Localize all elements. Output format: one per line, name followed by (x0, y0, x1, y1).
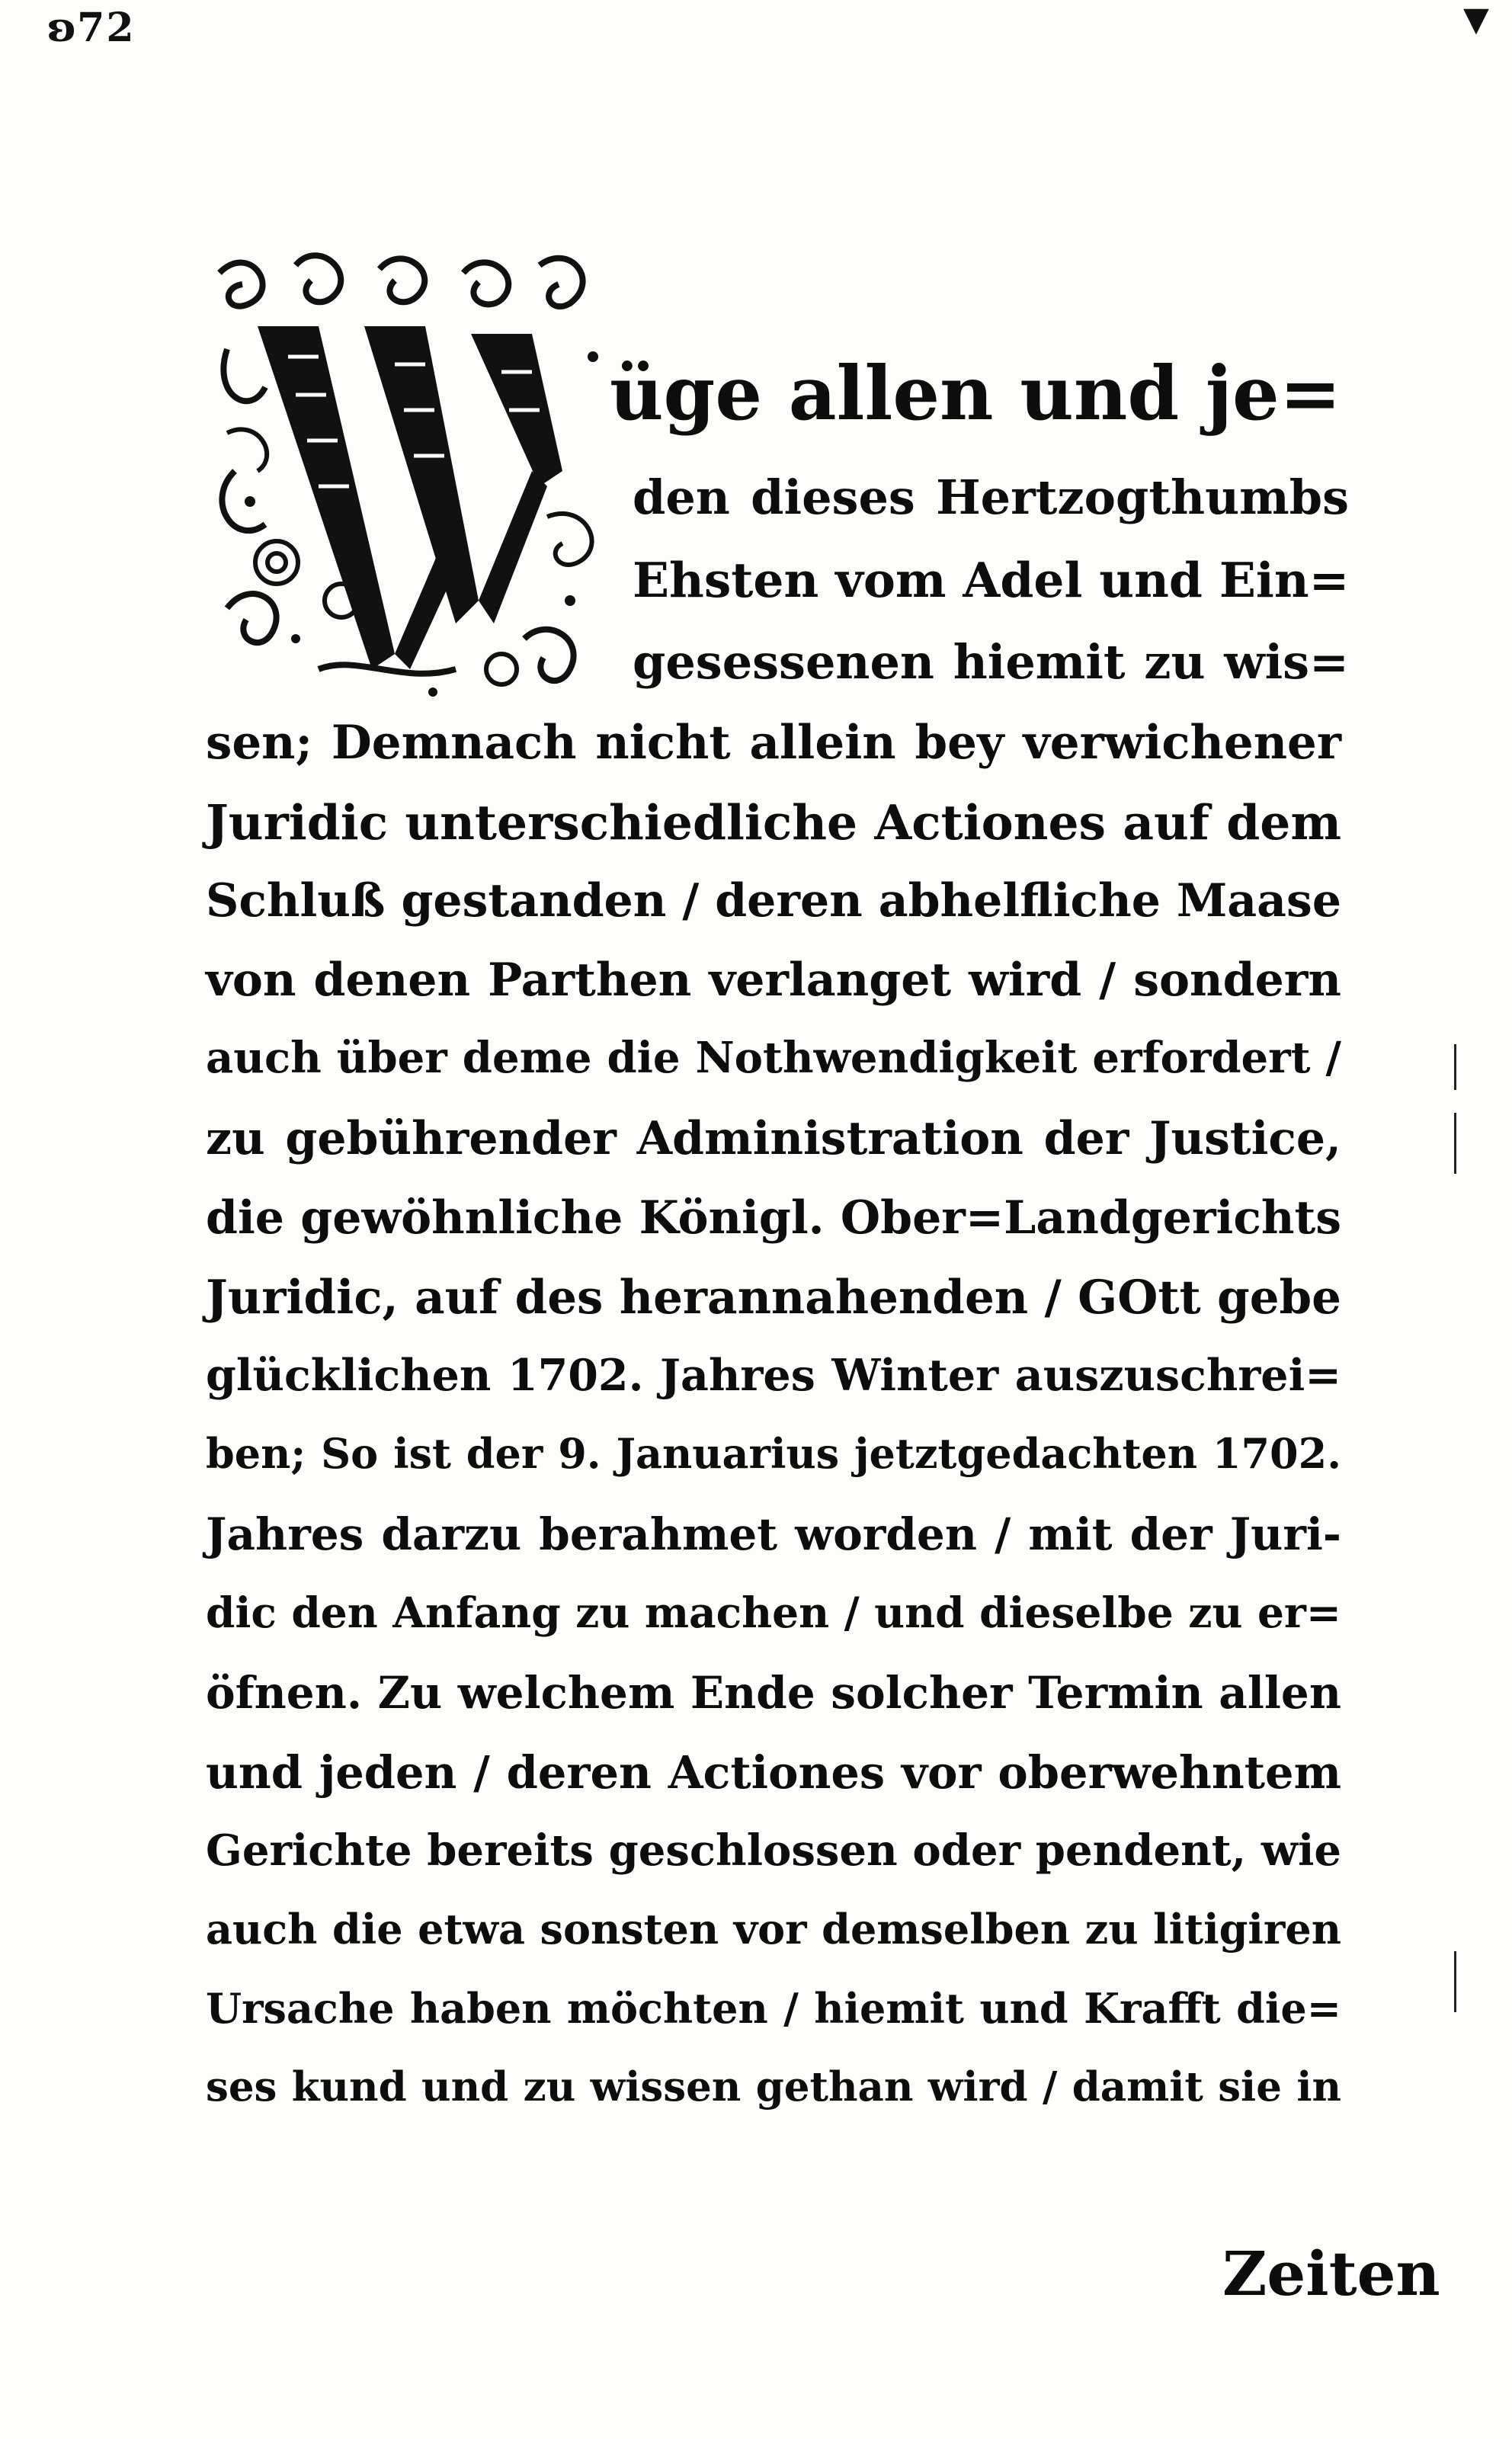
text-line-13: glücklichen 1702. Jahres Winter auszuschrei= (206, 1350, 1341, 1401)
text-line-6: Juridic unterschiedliche Actiones auf dem (206, 794, 1341, 851)
text-line-16: dic den Anfang zu machen / und dieselbe zu er= (206, 1588, 1341, 1637)
text-line-7: Schluß gestanden / deren abhelfliche Maase (206, 874, 1341, 928)
text-line-5: sen; Demnach nicht allein bey verwichener (206, 716, 1341, 770)
text-line-21: Ursache haben möchten / hiemit und Krafft die= (206, 1984, 1341, 2033)
text-line-18: und jeden / deren Actiones vor oberwehntem (206, 1746, 1341, 1799)
catchword: Zeiten (1222, 2238, 1440, 2309)
text-line-11: die gewöhnliche Königl. Ober=Landgerichts (206, 1191, 1341, 1245)
text-line-2: den dieses Hertzogthumbs (633, 470, 1349, 525)
page-corner-mark: ʚ72 (47, 5, 136, 51)
scan-edge-mark (1454, 1951, 1456, 2012)
text-line-3: Ehsten vom Adel und Ein= (633, 552, 1350, 608)
scan-edge-mark (1454, 1044, 1456, 1090)
text-line-22: ses kund und zu wissen gethan wird / damit sie in (206, 2063, 1341, 2110)
text-line-1: üge allen und je= (610, 350, 1341, 437)
text-line-15: Jahres darzu berahmet worden / mit der Juri- (206, 1508, 1341, 1560)
text-line-20: auch die etwa sonsten vor demselben zu litigiren (206, 1905, 1341, 1953)
text-line-19: Gerichte bereits geschlossen oder pendent, wie (206, 1825, 1341, 1876)
scan-edge-mark (1454, 1113, 1456, 1174)
text-line-14: ben; So ist der 9. Januarius jetztgedachten 1702. (206, 1429, 1341, 1478)
page-corner-glyph: ▼ (1463, 0, 1489, 39)
text-line-12: Juridic, auf des herannahenden / GOtt gebe (206, 1271, 1341, 1325)
text-line-8: von denen Parthen verlanget wird / sondern (206, 953, 1341, 1007)
ornate-initial-letter (204, 242, 631, 707)
text-line-17: öfnen. Zu welchem Ende solcher Termin allen (206, 1667, 1341, 1719)
text-line-9: auch über deme die Nothwendigkeit erfordert / (206, 1033, 1341, 1083)
text-line-10: zu gebührender Administration der Justice, (206, 1112, 1341, 1165)
text-line-4: gesessenen hiemit zu wis= (633, 634, 1349, 690)
